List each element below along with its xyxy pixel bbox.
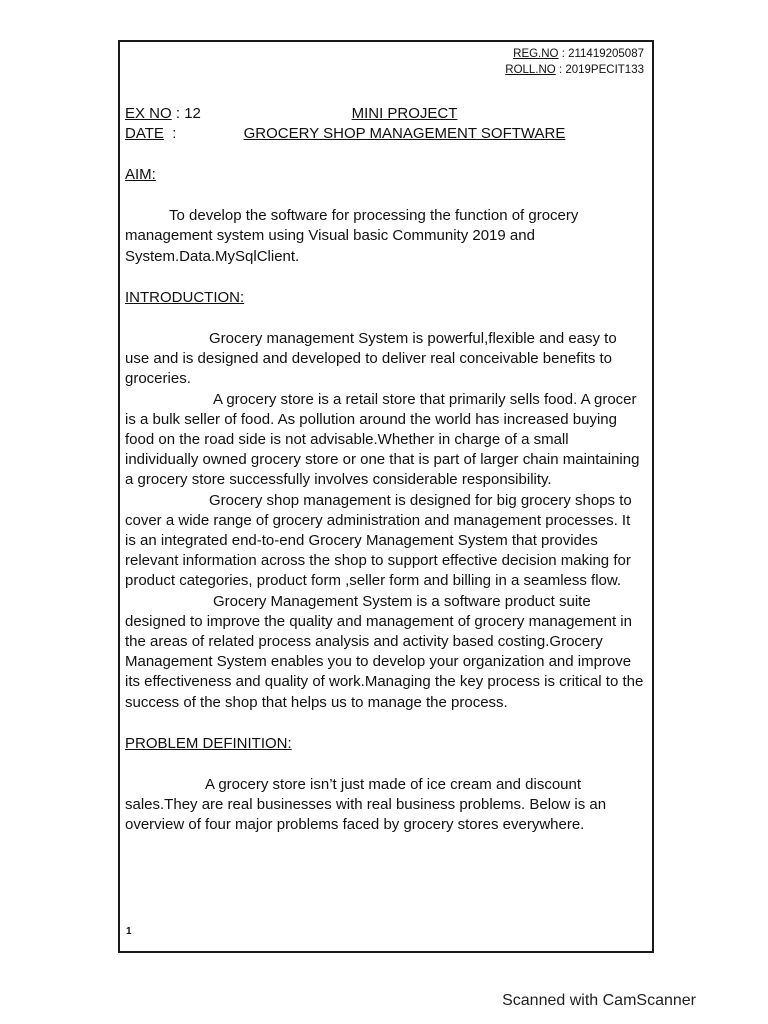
roll-no-value: : 2019PECIT133 [555,64,644,76]
date-label: DATE [125,125,164,142]
aim-text: To develop the software for processing the function of grocery management system using Visual basic Community 2019 and System.Data.MySqlClient. [125,207,579,265]
problem-text: A grocery store isn’t just made of ice cream and discount sales.They are real businesses with real business problems. Below is an overview of four major problems faced by grocery stores everywhere. [125,776,607,834]
ex-no-label: EX NO [125,105,172,122]
ex-no-value: : 12 [171,105,201,122]
ex-no-row [125,104,644,124]
intro-paragraph: Grocery management System is powerful,flexible and easy to use and is designed and developed to deliver real conceivable benefits to groceries. [125,330,617,388]
reg-no-line [505,46,644,62]
problem-heading: PROBLEM DEFINITION: [125,734,292,752]
roll-no-label: ROLL.NO [505,64,556,76]
date-value: : [163,125,177,142]
intro-paragraph: Grocery Management System is a software product suite designed to improve the quality and management of grocery management in the areas of related process analysis and activity based costing.Grocery Management System enables you to develop your organization and improve its effectiveness and quality of work.Managing the key process is critical to the success of the shop that helps us to manage the process. [125,592,644,711]
aim-heading: AIM: [125,166,156,183]
reg-no-value: : 211419205087 [558,48,644,60]
project-title: GROCERY SHOP MANAGEMENT SOFTWARE [243,125,566,142]
document-page [118,40,654,953]
date-row [125,124,644,144]
intro-paragraph: A grocery store is a retail store that primarily sells food. A grocer is a bulk seller of food. As pollution around the world has increased buying food on the road side is not advisable.Whether in charge of a small individually owned grocery store or one that is part of larger chain maintaining a grocery store successfully involves considerable responsibility. [125,390,640,489]
document-body [125,104,644,836]
introduction-heading: INTRODUCTION: [125,288,245,306]
camscanner-watermark: Scanned with CamScanner [502,992,696,1009]
roll-no-line [505,62,644,78]
page-number: 1 [126,926,132,937]
project-label: MINI PROJECT [351,105,458,122]
intro-paragraph: Grocery shop management is designed for big grocery shops to cover a wide range of grocery administration and management processes. It is an integrated end-to-end Grocery Management System that provides relevant information across the shop to support effective decision making for product categories, product form ,seller form and billing in a seamless flow. [125,491,632,590]
reg-no-label: REG.NO [513,48,559,60]
student-ids [505,46,644,78]
